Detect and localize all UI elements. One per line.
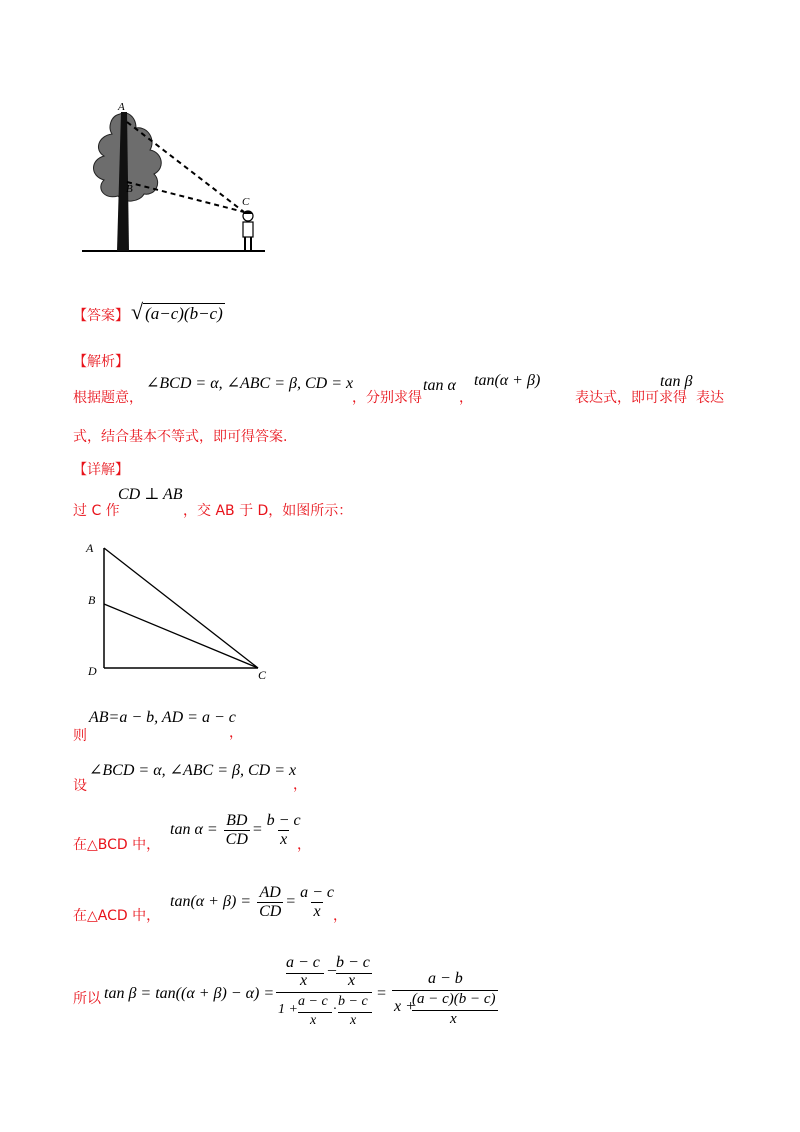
- step6-eq: =: [376, 985, 387, 1002]
- segment-ac: [104, 548, 258, 668]
- step6-top-minus: _: [328, 956, 336, 973]
- tree-figure: [80, 98, 270, 258]
- step6-top-b: b − c: [336, 954, 370, 971]
- step4-fraction-2: $\frac{b - c}{x}$: [266, 812, 301, 848]
- step4-pre: 在△BCD 中，: [73, 837, 161, 853]
- step6-bot-one: 1 +: [278, 1002, 298, 1017]
- step4-fraction-1: $\frac{BD}{CD}$: [225, 812, 248, 848]
- analysis-prefix: 根据题意，: [73, 390, 143, 406]
- step3-post: ，: [293, 777, 307, 793]
- step4-equation: tan α = $\frac{BD}{CD}$ = $\frac{b - c}{x}$: [170, 812, 301, 848]
- step6-bot-x2: x: [350, 1013, 357, 1028]
- step4-lhs: tan α =: [170, 821, 218, 839]
- step6-top-x2: x: [348, 972, 356, 989]
- label-c: C: [258, 668, 267, 682]
- step5-lhs: tan(α + β) =: [170, 893, 252, 911]
- step5-fraction-2: $\frac{a - c}{x}$: [300, 884, 334, 920]
- step6-result-den-num: (a − c)(b − c): [412, 991, 496, 1007]
- detail-label: 【详解】: [73, 462, 129, 478]
- step1-post: ，交 AB 于 D，如图所示：: [183, 503, 353, 519]
- analysis-end: 表达: [696, 390, 724, 406]
- step3-pre: 设: [73, 778, 87, 794]
- analysis-tan-beta: tan β: [660, 373, 693, 390]
- step6-bot-b: b − c: [338, 994, 368, 1009]
- step1-math: CD ⊥ AB: [118, 486, 183, 503]
- step6-result-den-x: x +: [394, 998, 416, 1015]
- label-a: A: [118, 101, 125, 113]
- step6-bot-dot: ·: [333, 1002, 337, 1017]
- step6-lhs: tan β = tan((α + β) − α) =: [104, 985, 275, 1002]
- answer-radicand: (a−c)(b−c): [145, 304, 223, 323]
- step2-pre: 则: [73, 728, 87, 744]
- label-c: C: [242, 196, 250, 208]
- analysis-line2: 式，结合基本不等式，即可得答案.: [73, 429, 288, 445]
- analysis-label: 【解析】: [73, 354, 129, 370]
- step6-top-x1: x: [300, 972, 308, 989]
- analysis-tan-alpha-beta: tan(α + β): [474, 372, 541, 389]
- step6-top-a: a − c: [286, 954, 320, 971]
- step5-equation: tan(α + β) = $\frac{AD}{CD}$ = $\frac{a - c}{x}$: [170, 884, 334, 920]
- label-b: B: [88, 593, 96, 607]
- segment-bc: [104, 604, 258, 668]
- label-b: B: [126, 183, 133, 195]
- analysis-comma: ，: [459, 390, 473, 406]
- step4-post: ，: [297, 837, 311, 853]
- step6-bot-x1: x: [310, 1013, 317, 1028]
- step3-math: ∠BCD = α, ∠ABC = β, CD = x: [89, 762, 297, 779]
- step5-fraction-1: $\frac{AD}{CD}$: [259, 884, 282, 920]
- answer-label: 【答案】: [73, 308, 129, 324]
- analysis-tan-alpha: tan α: [423, 377, 456, 394]
- label-a: A: [86, 541, 94, 555]
- step1-pre: 过 C 作: [73, 503, 120, 519]
- step6-bot-a: a − c: [298, 994, 328, 1009]
- step2-post: ，: [229, 725, 243, 741]
- analysis-mid2: 表达式，即可求得: [575, 390, 687, 406]
- step6-complex-fraction: [276, 952, 372, 1034]
- step2-math: AB=a − b, AD = a − c: [89, 709, 236, 726]
- step6-result-den-den: x: [450, 1011, 457, 1027]
- step6-pre: 所以: [73, 991, 101, 1007]
- step6-result-num: a − b: [428, 970, 463, 987]
- triangle-figure: [82, 538, 277, 686]
- step5-pre: 在△ACD 中，: [73, 908, 161, 924]
- sight-line-bottom: [127, 182, 244, 212]
- step6-result-fraction: [392, 968, 500, 1034]
- label-d: D: [88, 664, 97, 678]
- analysis-mid: ，分别求得: [352, 390, 422, 406]
- person-figure: [243, 211, 253, 250]
- step5-post: ，: [333, 908, 347, 924]
- answer-expression: √ (a−c)(b−c): [131, 299, 223, 324]
- analysis-given: ∠BCD = α, ∠ABC = β, CD = x: [146, 375, 354, 392]
